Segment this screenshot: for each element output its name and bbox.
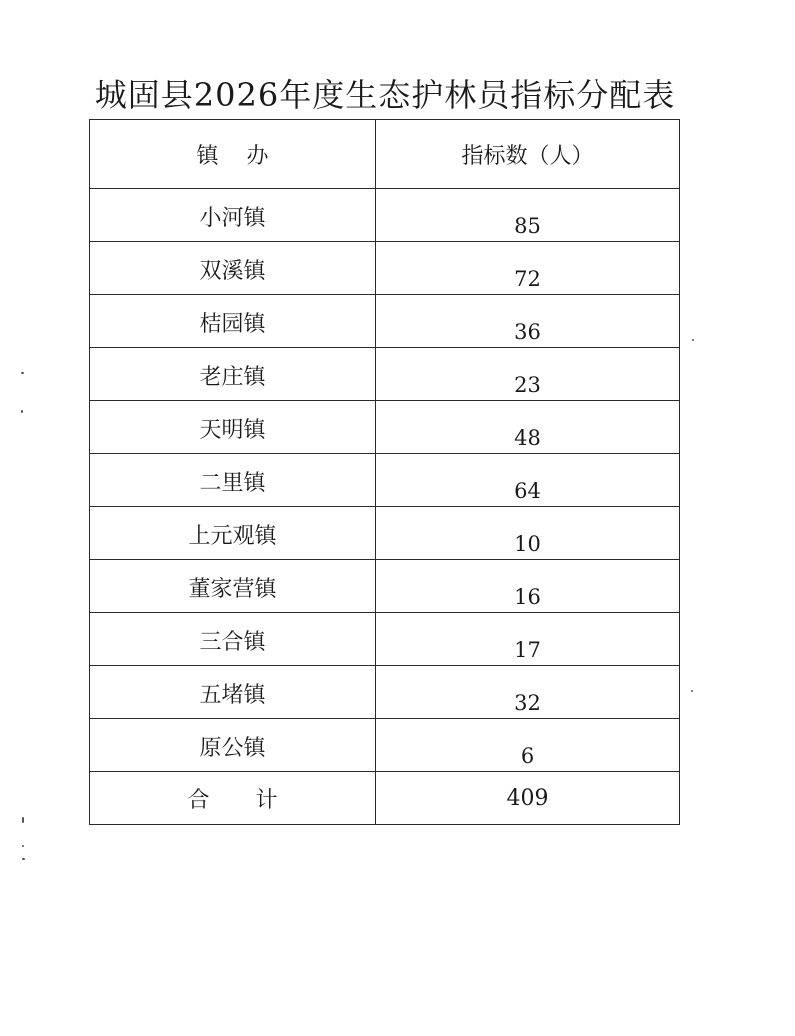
scan-speck — [22, 858, 25, 860]
table-row — [90, 348, 680, 401]
town-name-cell: 五堵镇 — [90, 666, 376, 719]
table-row — [90, 242, 680, 295]
town-name-cell: 上元观镇 — [90, 507, 376, 560]
quota-value-cell: 23 — [376, 348, 680, 401]
quota-value-cell: 85 — [376, 189, 680, 242]
table-row — [90, 507, 680, 560]
table-body — [90, 189, 680, 772]
column-header-town: 镇办 — [90, 120, 376, 189]
table-row — [90, 613, 680, 666]
town-name-cell: 董家营镇 — [90, 560, 376, 613]
quota-value-cell: 16 — [376, 560, 680, 613]
table-row — [90, 189, 680, 242]
table-row — [90, 560, 680, 613]
scan-speck — [692, 339, 694, 341]
quota-value-cell: 17 — [376, 613, 680, 666]
quota-value-cell: 10 — [376, 507, 680, 560]
table-row — [90, 719, 680, 772]
total-row — [90, 772, 680, 825]
quota-allocation-table — [89, 119, 680, 825]
town-name-cell: 三合镇 — [90, 613, 376, 666]
scan-speck — [22, 817, 24, 823]
town-name-cell: 天明镇 — [90, 401, 376, 454]
town-name-cell: 桔园镇 — [90, 295, 376, 348]
total-value: 409 — [376, 772, 680, 825]
table-row — [90, 295, 680, 348]
table-header-row — [90, 120, 680, 189]
scan-speck — [21, 410, 23, 413]
quota-value-cell: 36 — [376, 295, 680, 348]
town-name-cell: 老庄镇 — [90, 348, 376, 401]
column-header-quota: 指标数（人） — [376, 120, 680, 189]
town-name-cell: 原公镇 — [90, 719, 376, 772]
scan-speck — [21, 372, 24, 374]
town-name-cell: 小河镇 — [90, 189, 376, 242]
quota-value-cell: 64 — [376, 454, 680, 507]
table-row — [90, 401, 680, 454]
page-title: 城固县2026年度生态护林员指标分配表 — [94, 76, 676, 114]
town-name-cell: 二里镇 — [90, 454, 376, 507]
total-label: 合计 — [90, 772, 376, 825]
table-row — [90, 454, 680, 507]
scan-speck — [22, 845, 24, 847]
quota-value-cell: 6 — [376, 719, 680, 772]
town-name-cell: 双溪镇 — [90, 242, 376, 295]
table-row — [90, 666, 680, 719]
quota-value-cell: 72 — [376, 242, 680, 295]
scan-speck — [691, 690, 693, 692]
quota-value-cell: 32 — [376, 666, 680, 719]
quota-value-cell: 48 — [376, 401, 680, 454]
